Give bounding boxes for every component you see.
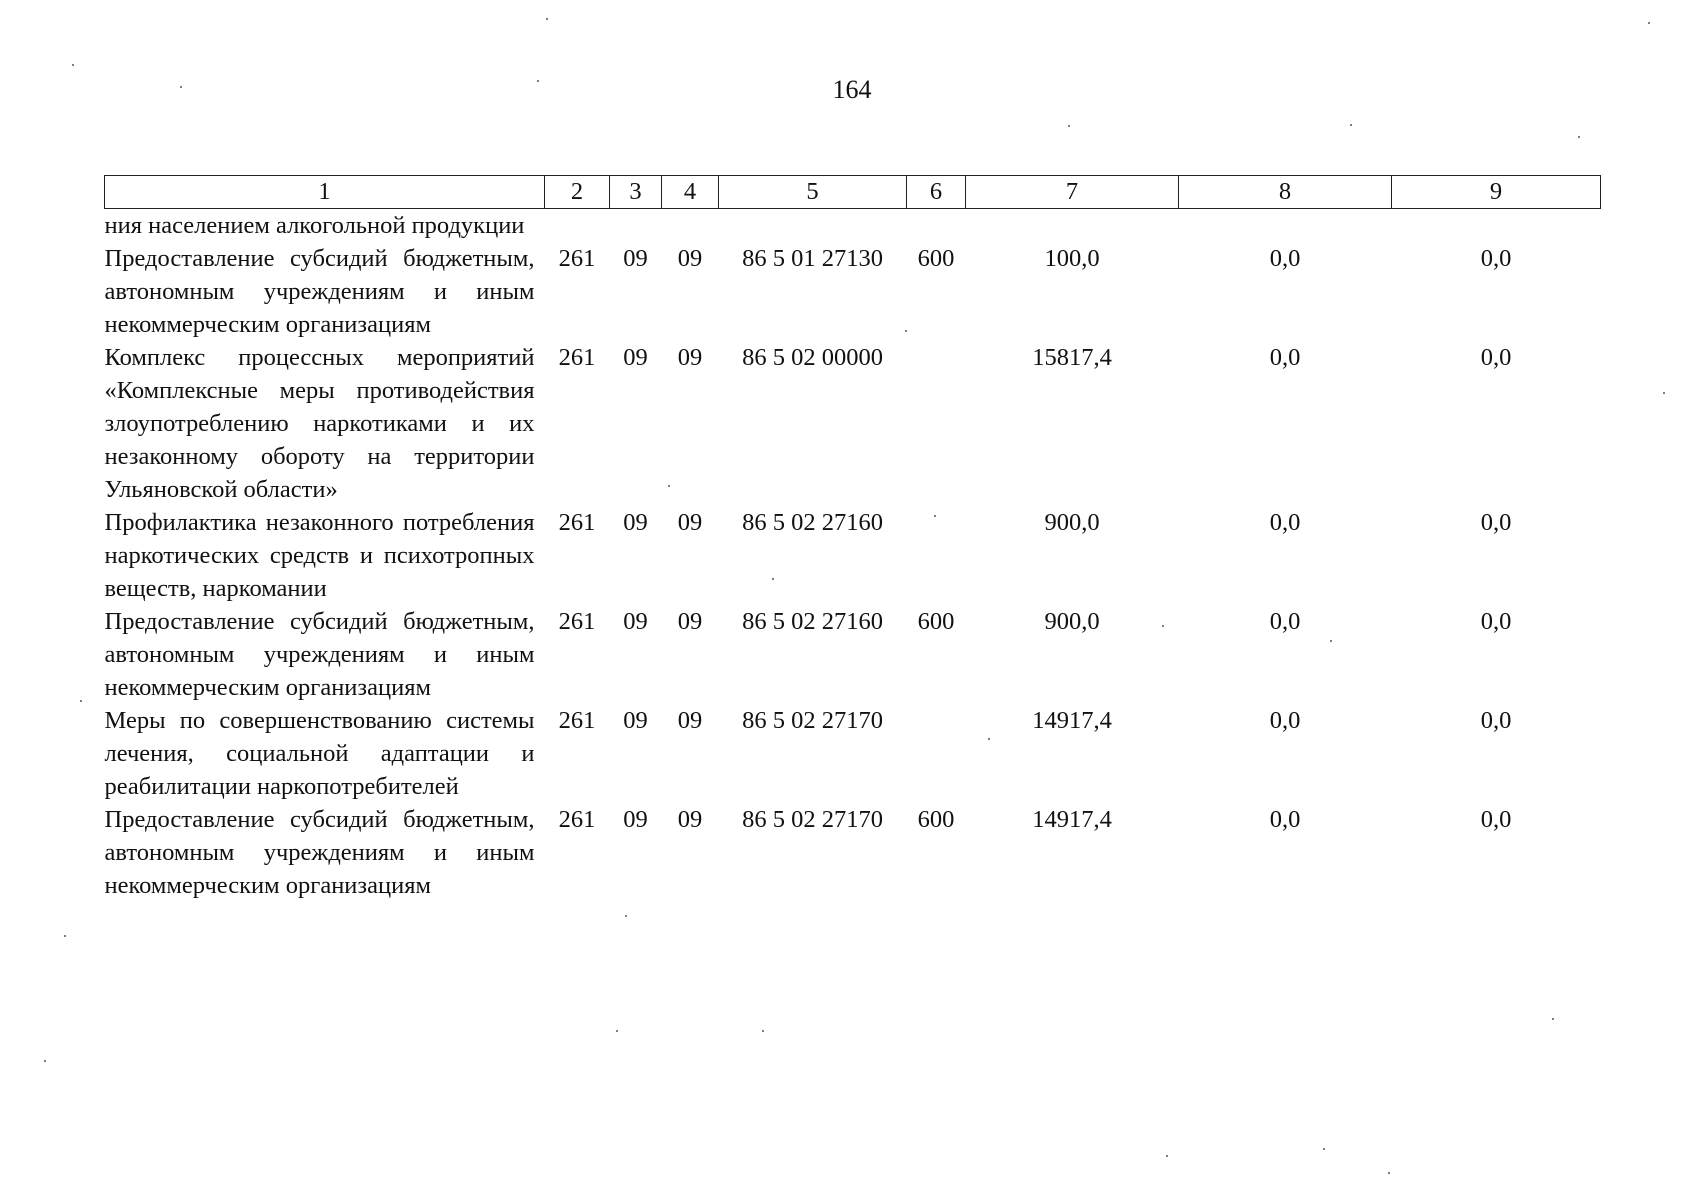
page-number: 164 bbox=[832, 75, 872, 104]
scan-speck bbox=[546, 18, 548, 20]
cell-col9 bbox=[1392, 209, 1601, 243]
scan-speck bbox=[988, 738, 990, 740]
cell-col3: 09 bbox=[623, 707, 648, 734]
cell-col3: 09 bbox=[623, 245, 648, 272]
cell-col4: 09 bbox=[677, 707, 703, 734]
cell-col9: 0,0 bbox=[1480, 245, 1512, 272]
cell-col9: 0,0 bbox=[1480, 344, 1512, 371]
column-header: 6 bbox=[907, 176, 966, 209]
scan-speck bbox=[72, 64, 74, 66]
scan-speck bbox=[1663, 392, 1665, 394]
cell-col2: 261 bbox=[558, 806, 596, 833]
cell-col8 bbox=[1179, 209, 1392, 243]
scan-speck bbox=[537, 80, 539, 82]
scan-speck bbox=[44, 1060, 46, 1062]
table-row bbox=[105, 209, 1601, 243]
cell-col6 bbox=[907, 704, 966, 803]
column-header: 5 bbox=[719, 176, 907, 209]
cell-col6: 600 bbox=[917, 608, 955, 635]
cell-col4: 09 bbox=[677, 509, 703, 536]
cell-col4 bbox=[662, 209, 719, 243]
cell-col8: 0,0 bbox=[1269, 509, 1301, 536]
row-name: Предоставление субсидий бюджетным, автономным учреждениям и иным некоммерческим организациям bbox=[104, 245, 535, 338]
cell-col5: 86 5 02 27160 bbox=[742, 608, 883, 635]
cell-col8: 0,0 bbox=[1269, 707, 1301, 734]
scan-speck bbox=[80, 700, 82, 702]
cell-col5: 86 5 02 27170 bbox=[742, 806, 883, 833]
cell-col7: 14917,4 bbox=[1032, 707, 1112, 734]
table-row bbox=[105, 242, 1601, 341]
scan-speck bbox=[1162, 625, 1164, 627]
cell-col3: 09 bbox=[623, 509, 648, 536]
cell-col9: 0,0 bbox=[1480, 509, 1512, 536]
row-name: ния населением алкогольной продукции bbox=[104, 212, 525, 239]
column-header: 3 bbox=[610, 176, 662, 209]
cell-col7: 900,0 bbox=[1044, 608, 1100, 635]
cell-col3 bbox=[610, 209, 662, 243]
scan-speck bbox=[772, 578, 774, 580]
scan-speck bbox=[1330, 640, 1332, 642]
table-row bbox=[105, 704, 1601, 803]
cell-col7 bbox=[966, 209, 1179, 243]
scan-speck bbox=[180, 86, 182, 88]
column-header: 8 bbox=[1179, 176, 1392, 209]
row-name: Профилактика незаконного потребления наркотических средств и психотропных веществ, наркомании bbox=[104, 509, 535, 602]
cell-col7: 14917,4 bbox=[1032, 806, 1112, 833]
row-name: Предоставление субсидий бюджетным, автономным учреждениям и иным некоммерческим организациям bbox=[104, 608, 535, 701]
scan-speck bbox=[905, 330, 907, 332]
cell-col5 bbox=[719, 209, 907, 243]
cell-col9: 0,0 bbox=[1480, 806, 1512, 833]
cell-col6: 600 bbox=[917, 245, 955, 272]
scan-speck bbox=[1552, 1018, 1554, 1020]
cell-col3: 09 bbox=[623, 806, 648, 833]
cell-col6 bbox=[907, 209, 966, 243]
table-header-row bbox=[105, 176, 1601, 209]
cell-col6 bbox=[907, 341, 966, 506]
row-name: Меры по совершенствованию системы лечения, социальной адаптации и реабилитации наркопотребителей bbox=[104, 707, 535, 800]
cell-col5: 86 5 02 00000 bbox=[742, 344, 883, 371]
cell-col3: 09 bbox=[623, 344, 648, 371]
scan-speck bbox=[1388, 1172, 1390, 1174]
cell-col2: 261 bbox=[558, 707, 596, 734]
scan-speck bbox=[1350, 124, 1352, 126]
cell-col9: 0,0 bbox=[1480, 707, 1512, 734]
scan-speck bbox=[1578, 136, 1580, 138]
cell-col8: 0,0 bbox=[1269, 245, 1301, 272]
scan-speck bbox=[616, 1030, 618, 1032]
cell-col7: 15817,4 bbox=[1032, 344, 1112, 371]
cell-col6 bbox=[907, 506, 966, 605]
scan-speck bbox=[64, 935, 66, 937]
column-header: 4 bbox=[662, 176, 719, 209]
column-header: 7 bbox=[966, 176, 1179, 209]
cell-col4: 09 bbox=[677, 806, 703, 833]
cell-col2: 261 bbox=[558, 344, 596, 371]
scan-speck bbox=[625, 915, 627, 917]
scan-speck bbox=[1166, 1155, 1168, 1157]
cell-col7: 900,0 bbox=[1044, 509, 1100, 536]
cell-col2: 261 bbox=[558, 608, 596, 635]
table-row bbox=[105, 605, 1601, 704]
cell-col5: 86 5 01 27130 bbox=[742, 245, 883, 272]
scan-speck bbox=[1068, 125, 1070, 127]
table-row bbox=[105, 803, 1601, 902]
cell-col2: 261 bbox=[558, 245, 596, 272]
cell-col4: 09 bbox=[677, 245, 703, 272]
cell-col2 bbox=[545, 209, 610, 243]
scan-speck bbox=[934, 515, 936, 517]
budget-table bbox=[104, 175, 1601, 902]
cell-col4: 09 bbox=[677, 608, 703, 635]
cell-col8: 0,0 bbox=[1269, 344, 1301, 371]
table-row bbox=[105, 506, 1601, 605]
cell-col8: 0,0 bbox=[1269, 608, 1301, 635]
scan-speck bbox=[762, 1030, 764, 1032]
cell-col7: 100,0 bbox=[1044, 245, 1100, 272]
column-header: 9 bbox=[1392, 176, 1601, 209]
scan-speck bbox=[1648, 22, 1650, 24]
scan-speck bbox=[668, 485, 670, 487]
column-header: 2 bbox=[545, 176, 610, 209]
cell-col8: 0,0 bbox=[1269, 806, 1301, 833]
cell-col6: 600 bbox=[917, 806, 955, 833]
scan-speck bbox=[1323, 1148, 1325, 1150]
cell-col5: 86 5 02 27160 bbox=[742, 509, 883, 536]
cell-col3: 09 bbox=[623, 608, 648, 635]
cell-col2: 261 bbox=[558, 509, 596, 536]
row-name: Предоставление субсидий бюджетным, автономным учреждениям и иным некоммерческим организациям bbox=[104, 806, 535, 899]
cell-col5: 86 5 02 27170 bbox=[742, 707, 883, 734]
column-header: 1 bbox=[105, 176, 545, 209]
table-row bbox=[105, 341, 1601, 506]
row-name: Комплекс процессных мероприятий «Комплексные меры противодействия злоупотреблению наркотиками и их незаконному обороту на территории Ульяновской области» bbox=[104, 344, 535, 503]
cell-col9: 0,0 bbox=[1480, 608, 1512, 635]
cell-col4: 09 bbox=[677, 344, 703, 371]
